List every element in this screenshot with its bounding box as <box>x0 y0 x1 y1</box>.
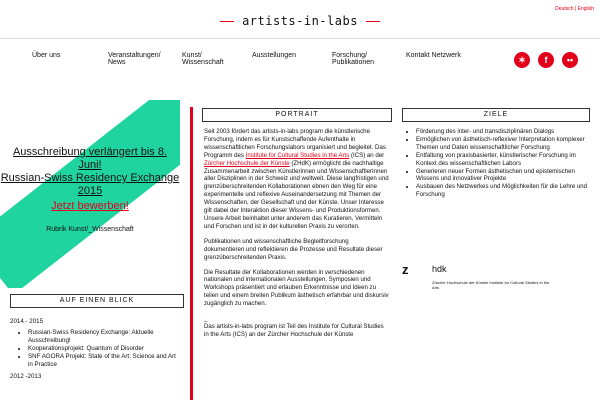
language-switch[interactable]: Deutsch | English <box>555 6 594 12</box>
portrait-heading: PORTRAIT <box>202 108 392 122</box>
nav-item-ueber-uns[interactable]: Über uns <box>32 52 61 59</box>
nav-item-kontakt[interactable]: Kontakt Netzwerk <box>406 52 461 59</box>
banner-subheadline[interactable]: Russian-Swiss Residency Exchange <box>0 172 180 184</box>
list-item: • Ausbauen des Netzwerkes und Möglichkeiten für die Lehre und Forschung <box>416 183 588 199</box>
twitter-icon[interactable]: ✶ <box>514 52 530 68</box>
list-item[interactable]: • Russian-Swiss Residency Exchange: Aktuelle Ausschreibung! <box>28 329 182 345</box>
header-divider <box>0 38 600 39</box>
site-brand[interactable]: artists-in-labs <box>0 14 600 28</box>
apply-link[interactable]: Jetzt bewerben! <box>51 200 129 212</box>
red-divider <box>190 107 193 400</box>
portrait-paragraph: Publikationen und wissenschaftliche Begleitforschung dokumentieren und reflektieren die Prozesse und Resultate dieser grenzüberschreitenden Praxis. <box>204 237 383 261</box>
promo-banner[interactable] <box>0 100 180 288</box>
portrait-paragraph: Seit 2003 fördert das artists-in-labs program die künstlerische Forschung, indem es für Kunstschaffende Aufenthalte in wissenschaftlichen Forschungslabors organisiert und begleitet. Das Programm des Institute for Cultural Studies in the Arts (ICS) an der Zürcher Hochschule der Künste (ZHdK) ermöglicht die nachhaltige Zusammenarbeit zwischen Künstlerinnen und WissenschaftlerInnen aller Disziplinen in der Schweiz und weltweit. Diese langfristigen und grenzüberschreitenden Kollaborationen ebnen den Weg für eine experimentelle und reflexive Auseinandersetzung mit Themen der Wissenschaften, der Gesellschaft und der Künste. Unser Interesse gilt dabei der Interaktion dieser Wissens- und Produktionsformen. Unsere Arbeit beinhaltet unter anderem das Kuratieren, Vermitteln und Forschen und ist in der kulturellen Praxis zu verorten. <box>204 128 389 230</box>
list-item[interactable]: • Kooperationsprojekt: Quantum of Disorder <box>28 345 182 353</box>
facebook-icon[interactable]: f <box>538 52 554 68</box>
social-links <box>514 52 578 68</box>
glance-heading: AUF EINEN BLICK <box>10 294 184 308</box>
ziele-content <box>402 128 588 199</box>
banner-year[interactable]: 2015 <box>77 185 103 197</box>
portrait-dash: _ <box>204 315 208 323</box>
flickr-icon[interactable]: •• <box>562 52 578 68</box>
glance-period: 2014 - 2015 <box>10 318 44 325</box>
glance-content <box>10 318 182 381</box>
brand-dash-left <box>220 21 234 22</box>
list-item: • Förderung des inter- und transdisziplinären Dialogs <box>416 128 588 136</box>
nav-item-veranstaltungen[interactable]: Veranstaltungen/ News <box>108 52 161 66</box>
list-item: • Ermöglichen von ästhetisch-reflexiver Interpretation komplexer Themen und Daten wissenschaftlicher Forschung <box>416 136 588 152</box>
nav-item-kunst-wissenschaft[interactable]: Kunst/ Wissenschaft <box>182 52 224 66</box>
ziele-heading: ZIELE <box>402 108 590 122</box>
portrait-paragraph: Die Resultate der Kollaborationen werden in verschiedenen nationalen und internationalen Ausstellungen, Symposien und Workshops präsentiert und erlauben Erkenntnisse und Ideen zu teilen und einem breiten Publikum ästhetisch erfahrbar und diskursiv zugänglich zu machen. <box>204 268 389 308</box>
glance-list <box>10 329 182 369</box>
ics-link[interactable]: Institute for Cultural Studies in the Arts <box>245 151 350 159</box>
zhdk-link[interactable]: Zürcher Hochschule der Künste <box>204 159 290 167</box>
portrait-paragraph: Das artists-in-labs program ist Teil des Institute for Cultural Studies in the Arts (ICS) an der Zürcher Hochschule der Künste <box>204 322 384 338</box>
list-item[interactable]: • SNF AGORA Projekt: State of the Art: Science and Art in Practice <box>28 353 182 369</box>
banner-rubrik: Rubrik Kunst/_Wissenschaft <box>46 226 134 233</box>
list-item: • Entfaltung von praxisbasierter, künstlerischer Forschung im Kontext des wissenschaftlichen Labors <box>416 152 588 168</box>
banner-headline[interactable]: Ausschreibung verlängert bis 8. Juni! <box>12 146 168 171</box>
list-item: • Generieren neuer Formen ästhetischen und epistemischen Wissens und innovativer Projekte <box>416 168 588 184</box>
nav-item-forschung[interactable]: Forschung/ Publikationen <box>332 52 375 66</box>
brand-dash-right <box>366 21 380 22</box>
zhdk-logo-subtitle: Zürcher Hochschule der Künste Institute for Cultural Studies in the Arts <box>432 280 550 290</box>
glance-period: 2012 -2013 <box>10 373 42 380</box>
zhdk-logo-z: z <box>402 262 409 277</box>
zhdk-logo-hdk: hdk <box>432 264 447 274</box>
nav-item-ausstellungen[interactable]: Ausstellungen <box>252 52 296 59</box>
portrait-text <box>204 128 390 346</box>
